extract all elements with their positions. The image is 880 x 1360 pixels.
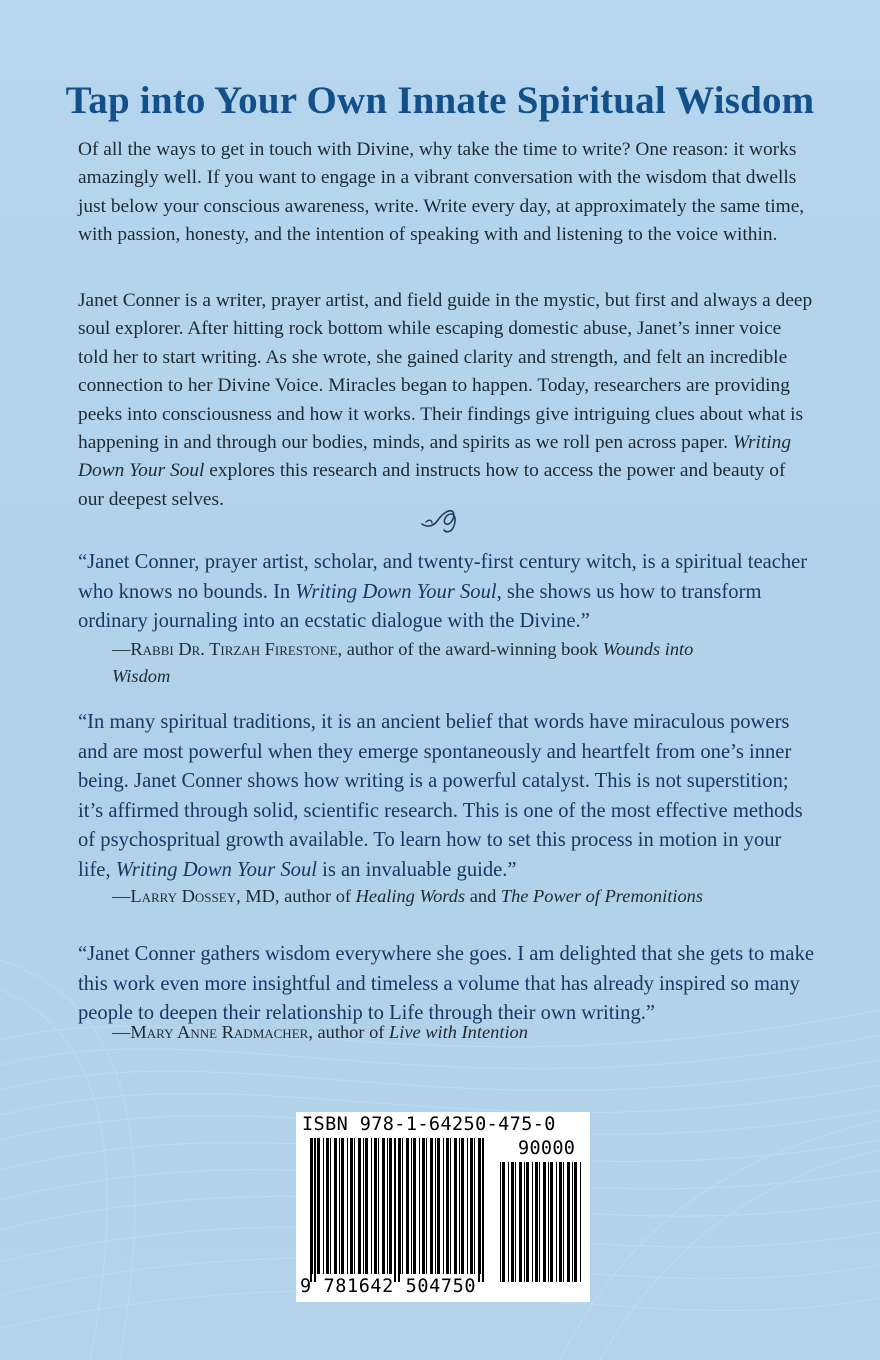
barcode-bar (437, 1138, 440, 1274)
attribution-3-name: Mary Anne Radmacher (130, 1022, 309, 1042)
barcode-bar (550, 1162, 553, 1282)
barcode-bar (461, 1138, 464, 1274)
barcode-bar (341, 1138, 344, 1274)
quote-2-book: Writing Down Your Soul (115, 858, 317, 881)
attribution-3-dash: — (112, 1022, 131, 1042)
swirl-ornament-icon (420, 502, 462, 536)
headline: Tap into Your Own Innate Spiritual Wisdom (65, 79, 815, 122)
barcode-guard-bar (398, 1138, 400, 1282)
barcode-bar (467, 1138, 468, 1274)
barcode-bar (374, 1138, 377, 1274)
endorsement-attribution-3 (112, 1019, 832, 1046)
attribution-1-name: Rabbi Dr. Tirzah Firestone (130, 639, 338, 659)
barcode-bar (574, 1162, 577, 1282)
quote-2-text: “In many spiritual traditions, it is an ancient belief that words have miraculous powers and are most powerful when they emerge spontaneously and heartfelt from one’s inner being. Janet Conner shows how writing is a powerful catalyst. This is not superstition; it’s affirmed through solid, scientific research. This is one of the most effective methods of psychospritual growth available. To learn how to set this process in motion in your life, (78, 711, 803, 881)
barcode-bar (543, 1162, 546, 1282)
intro-paragraph: Of all the ways to get in touch with Divine, why take the time to write? One reason: it works amazingly well. If you want to engage in a vibrant conversation with the wisdom that dwells just below your conscious awareness, write. Write every day, at approximately the same time, with passion, honesty, and the intention of speaking with and listening to the voice within. (78, 139, 805, 246)
barcode-bar (470, 1138, 473, 1274)
barcode-bar (567, 1162, 570, 1282)
barcode-bar (556, 1162, 557, 1282)
barcode-bar (317, 1138, 320, 1274)
barcode-bar (535, 1162, 538, 1282)
barcode-bar (365, 1138, 368, 1274)
attribution-2-joiner: and (465, 886, 501, 906)
attribution-2-work: Healing Words (355, 886, 466, 906)
barcode-bar (354, 1138, 355, 1274)
barcode-bar (350, 1138, 353, 1274)
ean-digits: 9 781642 504750 (300, 1276, 477, 1297)
barcode-bar (382, 1138, 385, 1274)
barcode-bar (330, 1138, 331, 1274)
attribution-2-middle: , author of (274, 886, 356, 906)
attribution-1-middle: , author of the award-winning book (337, 639, 603, 659)
barcode-guard-bar (310, 1138, 312, 1282)
author-paragraph-text-end: explores this research and instructs how to access the power and beauty of our deepest selves. (78, 460, 786, 510)
attribution-2-work-2: The Power of Premonitions (500, 886, 703, 906)
barcode-bar (387, 1138, 388, 1274)
book-title: Writing Down Your Soul (78, 432, 792, 482)
barcode-bar (339, 1138, 340, 1274)
barcode-bar (519, 1162, 522, 1282)
barcode-guard-bar (478, 1138, 480, 1282)
attribution-2-name: Larry Dossey, MD (130, 886, 275, 906)
barcode-bar (526, 1162, 529, 1282)
quote-1-text: “Janet Conner, prayer artist, scholar, and twenty-first century witch, is a spiritual teacher who knows no bounds. In (78, 551, 808, 603)
barcode-bar (502, 1162, 505, 1282)
barcode-bar (559, 1162, 562, 1282)
author-paragraph (78, 287, 814, 514)
barcode-bar (378, 1138, 379, 1274)
attribution-1-work: Wounds into Wisdom (112, 639, 694, 686)
barcode-bar (347, 1138, 348, 1274)
barcode-bar (515, 1162, 516, 1282)
barcode-bar (419, 1138, 420, 1274)
barcode-bar (508, 1162, 509, 1282)
attribution-1-dash: — (112, 639, 131, 659)
barcode-bar (459, 1138, 460, 1274)
barcode-bar (430, 1138, 433, 1274)
attribution-2-dash: — (112, 886, 131, 906)
isbn-number: ISBN 978-1-64250-475-0 (302, 1114, 556, 1135)
barcode-guard-bar (482, 1138, 484, 1282)
endorsement-quote-3: “Janet Conner gathers wisdom everywhere she goes. I am delighted that she gets to make this work even more insightful and timeless a volume that has already inspired so many people to deepen their relationship to Life through their own writing.” (78, 943, 815, 1025)
price-code: 90000 (518, 1138, 576, 1159)
barcode-bar (413, 1138, 416, 1274)
barcode-bar (500, 1162, 501, 1282)
barcode-bar (422, 1138, 425, 1274)
barcode-bar (548, 1162, 549, 1282)
quote-1-text-end: , she shows us how to transform ordinary journaling into an ecstatic dialogue with the Divine.” (78, 580, 762, 633)
barcode-guard-bar (394, 1138, 396, 1282)
barcode-bar (435, 1138, 436, 1274)
barcode-bar (524, 1162, 525, 1282)
barcode-bar (454, 1138, 457, 1274)
barcode-bar (532, 1162, 533, 1282)
quote-1-book: Writing Down Your Soul (295, 580, 497, 603)
isbn-barcode (296, 1112, 590, 1302)
barcode-bar (323, 1138, 324, 1274)
barcode-bar (539, 1162, 540, 1282)
barcode-bar (580, 1162, 581, 1282)
endorsement-attribution-2 (112, 883, 832, 910)
barcode-guard-bar (314, 1138, 316, 1282)
barcode-bar (446, 1138, 449, 1274)
barcode-bar (363, 1138, 364, 1274)
quote-2-text-end: is an invaluable guide.” (316, 858, 517, 881)
barcode-bar (389, 1138, 392, 1274)
author-paragraph-text: Janet Conner is a writer, prayer artist, and field guide in the mystic, but first and always a deep soul explorer. After hitting rock bottom while escaping domestic abuse, Janet’s inner voice told her to start writing. As she wrote, she gained clarity and strength, and felt an incredible connection to her Divine Voice. Miracles began to happen. Today, researchers are providing peeks into consciousness and how it works. Their findings give intriguing clues about what is happening in and through our bodies, minds, and spirits as we roll pen across paper. (78, 290, 813, 454)
barcode-bar (443, 1138, 444, 1274)
endorsement-quote-2 (78, 708, 818, 886)
endorsement-quote-1 (78, 548, 818, 637)
attribution-3-middle: , author of (308, 1022, 390, 1042)
barcode-bar (402, 1138, 403, 1274)
barcode-bar (563, 1162, 564, 1282)
barcode-bar (474, 1138, 475, 1274)
barcode-bar (371, 1138, 372, 1274)
barcode-bar (406, 1138, 409, 1274)
barcode-bar (426, 1138, 427, 1274)
barcode-bar (572, 1162, 573, 1282)
barcode-bar (334, 1138, 337, 1274)
attribution-3-work: Live with Intention (389, 1022, 528, 1042)
barcode-bar (411, 1138, 412, 1274)
endorsement-attribution-1 (112, 636, 712, 690)
barcode-bar (358, 1138, 361, 1274)
barcode-bar (450, 1138, 451, 1274)
barcode-bar (511, 1162, 514, 1282)
barcode-bar (326, 1138, 329, 1274)
